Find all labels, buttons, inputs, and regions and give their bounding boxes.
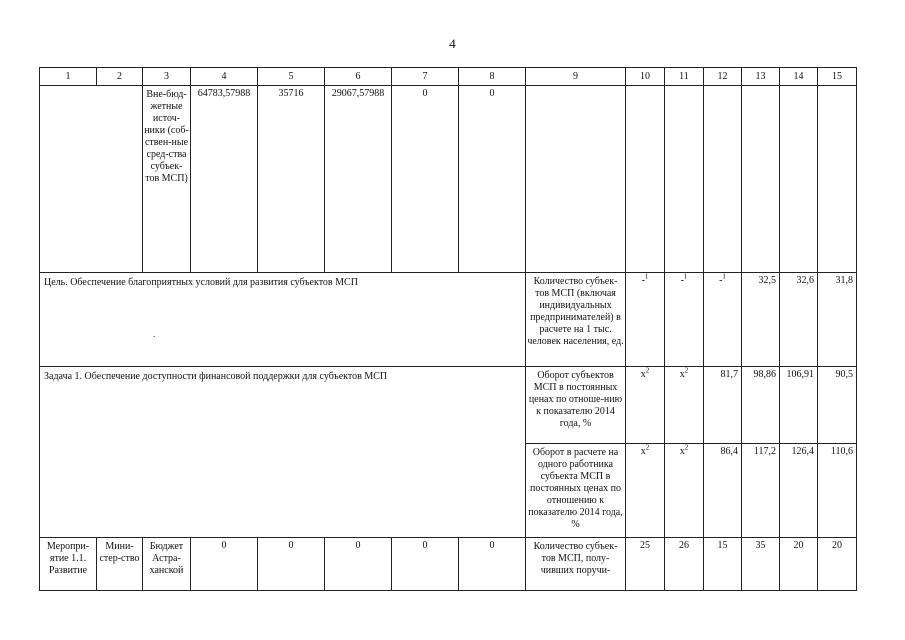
task1b-col15: 110,6 (818, 444, 857, 538)
column-number-row (40, 68, 857, 86)
task1-row (40, 367, 857, 444)
stray-mark: . (153, 329, 156, 339)
funding-row (40, 86, 857, 273)
goal-col11: -$^1$ (665, 273, 704, 367)
col-header-6: 6 (325, 68, 392, 86)
goal-indicator: Количество субъек-тов МСП (включая индивидуальных предпринимателей) в расчете на 1 тыс. человек населения, ед. (526, 273, 626, 367)
measure-row (40, 538, 857, 591)
measure-col14: 20 (780, 538, 818, 591)
funding-col14-cell (780, 86, 818, 273)
col-header-10: 10 (626, 68, 665, 86)
task1-indicator: Оборот субъектов МСП в постоянных ценах по отноше-нию к показателю 2014 года, % (526, 367, 626, 444)
funding-col11-cell (665, 86, 704, 273)
funding-empty-cell (40, 86, 143, 273)
measure-col11: 26 (665, 538, 704, 591)
program-table (39, 67, 857, 591)
measure-col5: 0 (258, 538, 325, 591)
col-header-5: 5 (258, 68, 325, 86)
task1-col10: $x^2$ (626, 367, 665, 444)
measure-col6: 0 (325, 538, 392, 591)
funding-col6-cell: 29067,57988 (325, 86, 392, 273)
goal-col12: -$^1$ (704, 273, 742, 367)
measure-col8: 0 (459, 538, 526, 591)
funding-source-cell: Вне-бюд-жетные источ-ники (соб-ствен-ные сред-ства субъек-тов МСП) (143, 86, 191, 273)
goal-row (40, 273, 857, 367)
funding-col10-cell (626, 86, 665, 273)
col-header-12: 12 (704, 68, 742, 86)
task1b-col11: $x^2$ (665, 444, 704, 538)
funding-col12-cell (704, 86, 742, 273)
goal-text: Цель. Обеспечение благоприятных условий для развития субъектов МСП (40, 273, 526, 367)
col-header-2: 2 (97, 68, 143, 86)
col-header-8: 8 (459, 68, 526, 86)
measure-col13: 35 (742, 538, 780, 591)
task1-col11: $x^2$ (665, 367, 704, 444)
task1b-col10: $x^2$ (626, 444, 665, 538)
col-header-3: 3 (143, 68, 191, 86)
goal-col10: -$^1$ (626, 273, 665, 367)
task1-text: Задача 1. Обеспечение доступности финансовой поддержки для субъектов МСП (40, 367, 526, 538)
page-number: 4 (449, 36, 456, 51)
col-header-4: 4 (191, 68, 258, 86)
measure-col12: 15 (704, 538, 742, 591)
task1b-col13: 117,2 (742, 444, 780, 538)
funding-col8-cell: 0 (459, 86, 526, 273)
measure-col7: 0 (392, 538, 459, 591)
col-header-13: 13 (742, 68, 780, 86)
goal-col14: 32,6 (780, 273, 818, 367)
funding-col13-cell (742, 86, 780, 273)
funding-col9-cell (526, 86, 626, 273)
funding-col7-cell: 0 (392, 86, 459, 273)
col-header-14: 14 (780, 68, 818, 86)
measure-indicator: Количество субъек-тов МСП, полу-чивших поручи- (526, 538, 626, 591)
goal-col13: 32,5 (742, 273, 780, 367)
task1-col15: 90,5 (818, 367, 857, 444)
funding-total-cell: 64783,57988 (191, 86, 258, 273)
measure-executor: Мини-стер-ство (97, 538, 143, 591)
measure-col15: 20 (818, 538, 857, 591)
col-header-9: 9 (526, 68, 626, 86)
col-header-7: 7 (392, 68, 459, 86)
col-header-11: 11 (665, 68, 704, 86)
measure-col4: 0 (191, 538, 258, 591)
task1b-col14: 126,4 (780, 444, 818, 538)
task1-col13: 98,86 (742, 367, 780, 444)
col-header-1: 1 (40, 68, 97, 86)
col-header-15: 15 (818, 68, 857, 86)
funding-col5-cell: 35716 (258, 86, 325, 273)
goal-col15: 31,8 (818, 273, 857, 367)
measure-name: Меропри-ятие 1.1. Развитие (40, 538, 97, 591)
task1b-col12: 86,4 (704, 444, 742, 538)
task1-col14: 106,91 (780, 367, 818, 444)
task1b-indicator: Оборот в расчете на одного работника субъекта МСП в постоянных ценах по отношению к показателю 2014 года, % (526, 444, 626, 538)
funding-col15-cell (818, 86, 857, 273)
task1-col12: 81,7 (704, 367, 742, 444)
measure-source: Бюджет Астра-ханской (143, 538, 191, 591)
measure-col10: 25 (626, 538, 665, 591)
